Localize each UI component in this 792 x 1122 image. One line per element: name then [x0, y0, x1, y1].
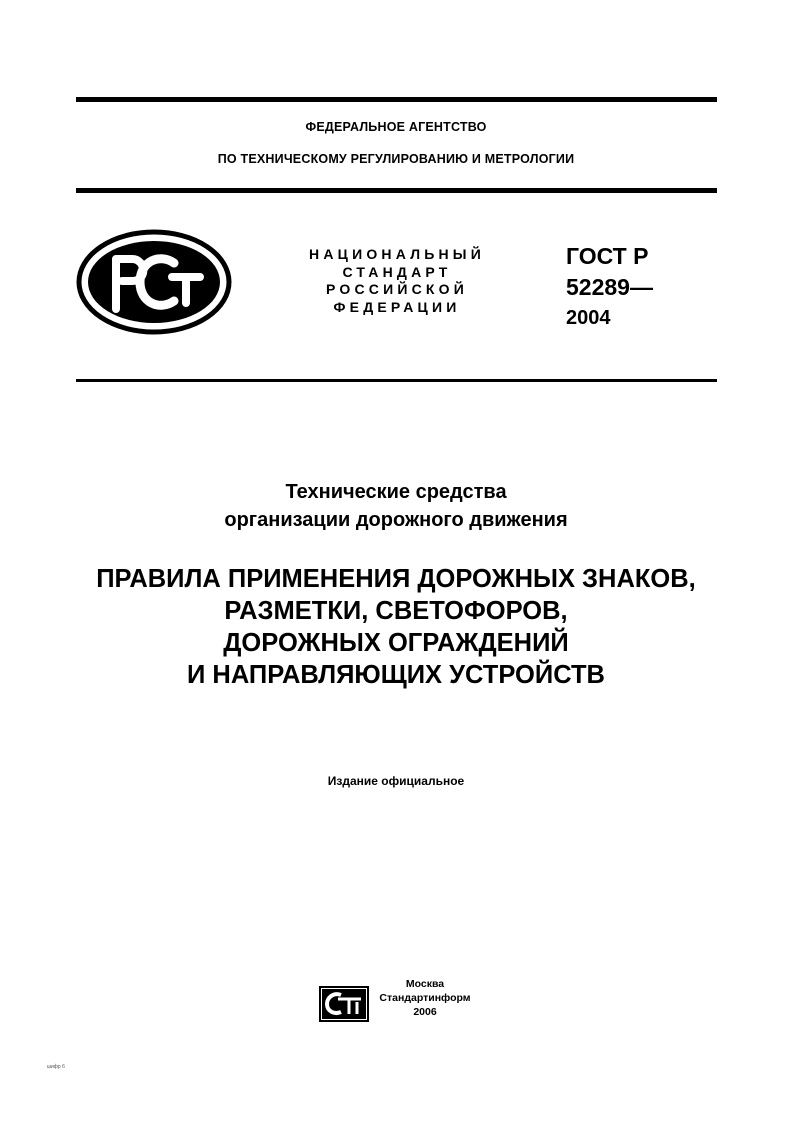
publisher-name: Стандартинформ	[379, 992, 471, 1004]
agency-name-line-2: ПО ТЕХНИЧЕСКОМУ РЕГУЛИРОВАНИЮ И МЕТРОЛОГИИ	[217, 152, 575, 166]
national-line-4: ФЕДЕРАЦИИ	[333, 298, 461, 315]
gost-number: 52289—	[566, 274, 653, 300]
publisher-city: Москва	[405, 978, 445, 990]
subtitle-line-2: организации дорожного движения	[224, 509, 568, 531]
publisher-year: 2006	[413, 1006, 437, 1018]
gost-year: 2004	[566, 307, 611, 329]
title-line-2: РАЗМЕТКИ, СВЕТОФОРОВ,	[224, 597, 568, 625]
top-rule	[76, 97, 717, 102]
national-line-1: НАЦИОНАЛЬНЫЙ	[309, 246, 485, 262]
standartinform-logo-icon	[319, 986, 369, 1022]
national-line-2: СТАНДАРТ	[342, 263, 452, 280]
title-line-3: ДОРОЖНЫХ ОГРАЖДЕНИЙ	[223, 629, 569, 657]
document-subtitle	[0, 478, 792, 534]
edition-label: Издание официальное	[327, 774, 465, 788]
subtitle-line-1: Технические средства	[285, 481, 507, 503]
gost-designation	[566, 241, 653, 334]
national-standard-label	[292, 246, 502, 316]
title-line-4: И НАПРАВЛЯЮЩИХ УСТРОЙСТВ	[187, 661, 605, 689]
middle-rule	[76, 188, 717, 193]
publisher-info	[370, 977, 480, 1019]
document-title	[0, 563, 792, 691]
print-code: шифр 6	[47, 1064, 65, 1070]
gost-r-certification-mark-icon	[76, 229, 232, 335]
national-line-3: РОССИЙСКОЙ	[326, 281, 468, 297]
agency-name-line-1: ФЕДЕРАЛЬНОЕ АГЕНТСТВО	[305, 120, 487, 134]
title-line-1: ПРАВИЛА ПРИМЕНЕНИЯ ДОРОЖНЫХ ЗНАКОВ,	[96, 565, 696, 593]
gost-label: ГОСТ Р	[566, 243, 649, 269]
bottom-rule	[76, 379, 717, 382]
